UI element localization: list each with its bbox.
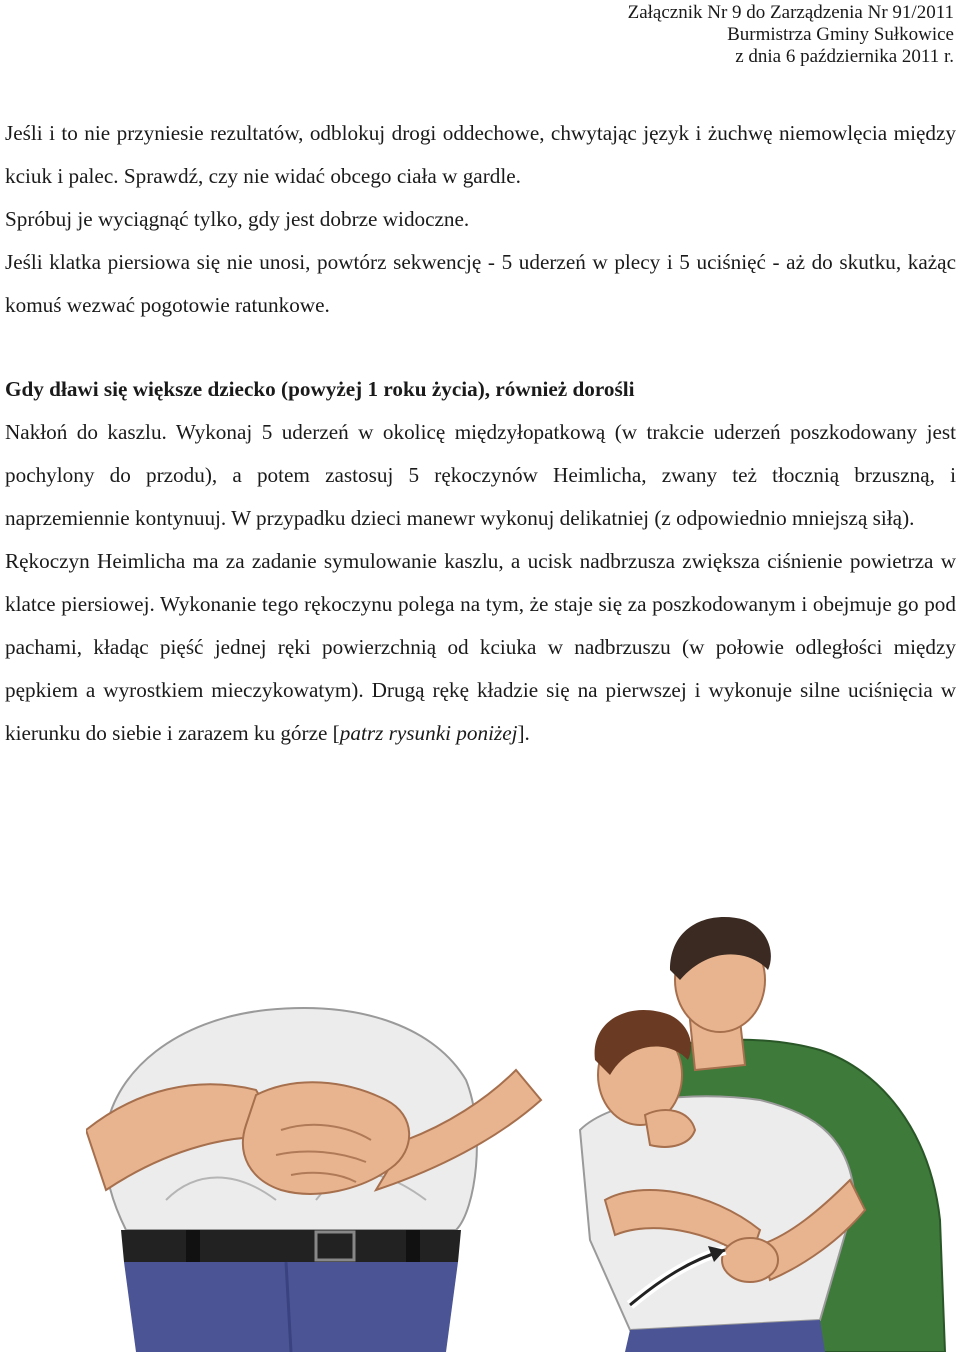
heimlich-text-reference: patrz rysunki poniżej	[339, 721, 518, 745]
header-line-mayor: Burmistrza Gminy Sułkowice	[727, 24, 954, 45]
section-heading-older-child: Gdy dławi się większe dziecko (powyżej 1 roku życia), również dorośli	[5, 377, 635, 401]
heimlich-text-main: Rękoczyn Heimlicha ma za zadanie symulowanie kaszlu, a ucisk nadbrzusza zwiększa ciśnienie powietrza w klatce piersiowej. Wykonanie tego rękoczynu polega na tym, że staje się za poszkodowanym i obejmuje go pod pachami, kładąc pięść jednej ręki powierzchnią od kciuka w nadbrzuszu (w połowie odległości między pępkiem a wyrostkiem mieczykowatym). Drugą rękę kładzie się na pierwszej i wykonuje silne uciśnięcia w kierunku do siebie i zarazem ku górze [	[5, 549, 956, 745]
heimlich-text-close: ].	[517, 721, 530, 745]
paragraph-remove-object: Spróbuj je wyciągnąć tylko, gdy jest dobrze widoczne.	[5, 207, 470, 231]
document-body	[5, 112, 956, 755]
illustrations	[0, 900, 960, 1352]
paragraph-cough-instructions: Nakłoń do kaszlu. Wykonaj 5 uderzeń w okolicę międzyłopatkową (w trakcie uderzeń poszkodowany jest pochylony do przodu), a potem zastosuj 5 rękoczynów Heimlicha, zwany też tłocznią brzuszną, i naprzemiennie kontynuuj. W przypadku dzieci manewr wykonuj delikatniej (z odpowiednio mniejszą siłą).	[5, 420, 956, 530]
document-header	[628, 2, 954, 68]
header-line-annex: Załącznik Nr 9 do Zarządzenia Nr 91/2011	[627, 2, 954, 23]
heimlich-hands-illustration	[86, 900, 556, 1352]
paragraph-repeat-sequence: Jeśli klatka piersiowa się nie unosi, powtórz sekwencję - 5 uderzeń w plecy i 5 uciśnięć - aż do skutku, każąc komuś wezwać pogotowie ratunkowe.	[5, 250, 956, 317]
paragraph-airway: Jeśli i to nie przyniesie rezultatów, odblokuj drogi oddechowe, chwytając język i żuchwę niemowlęcia między kciuk i palec. Sprawdź, czy nie widać obcego ciała w gardle.	[5, 121, 956, 188]
paragraph-heimlich-description	[5, 540, 956, 755]
header-line-date: z dnia 6 października 2011 r.	[735, 46, 954, 67]
heimlich-standing-illustration	[520, 900, 950, 1352]
